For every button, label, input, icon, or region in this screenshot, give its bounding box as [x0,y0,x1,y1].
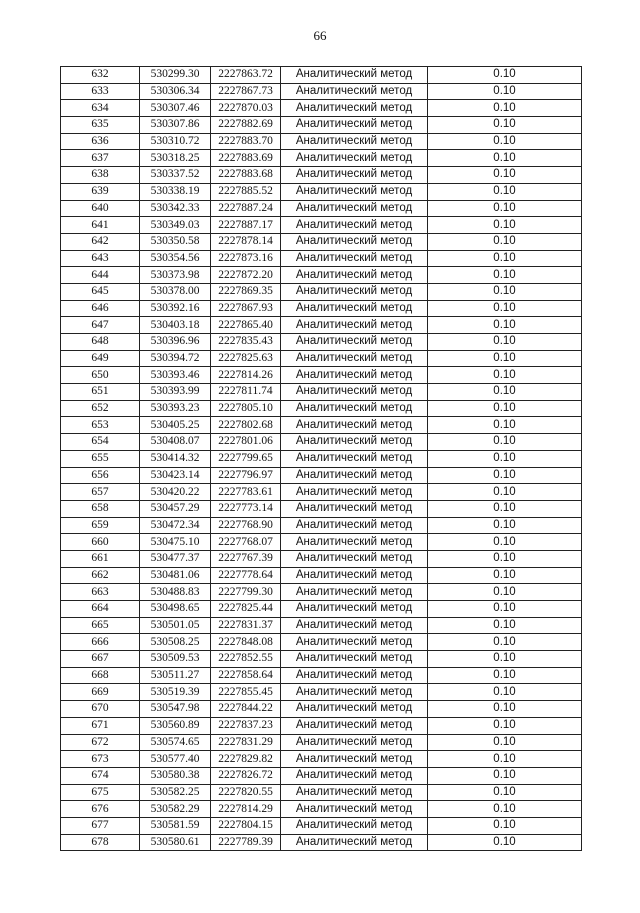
point-number-cell: 638 [61,167,140,184]
x-coordinate-cell: 530472.34 [140,517,211,534]
x-coordinate-cell: 530582.25 [140,784,211,801]
method-cell: Аналитический метод [281,367,428,384]
table-row [61,417,582,434]
y-coordinate-cell: 2227835.43 [211,334,281,351]
point-number-cell: 647 [61,317,140,334]
accuracy-cell: 0.10 [428,584,582,601]
y-coordinate-cell: 2227878.14 [211,233,281,250]
x-coordinate-cell: 530475.10 [140,534,211,551]
point-number-cell: 670 [61,701,140,718]
x-coordinate-cell: 530420.22 [140,484,211,501]
method-cell: Аналитический метод [281,300,428,317]
point-number-cell: 650 [61,367,140,384]
y-coordinate-cell: 2227773.14 [211,500,281,517]
point-number-cell: 671 [61,717,140,734]
x-coordinate-cell: 530318.25 [140,150,211,167]
method-cell: Аналитический метод [281,150,428,167]
y-coordinate-cell: 2227848.08 [211,634,281,651]
accuracy-cell: 0.10 [428,233,582,250]
x-coordinate-cell: 530338.19 [140,183,211,200]
point-number-cell: 664 [61,601,140,618]
y-coordinate-cell: 2227820.55 [211,784,281,801]
method-cell: Аналитический метод [281,601,428,618]
accuracy-cell: 0.10 [428,67,582,84]
y-coordinate-cell: 2227783.61 [211,484,281,501]
table-row [61,117,582,134]
y-coordinate-cell: 2227778.64 [211,567,281,584]
x-coordinate-cell: 530488.83 [140,584,211,601]
accuracy-cell: 0.10 [428,834,582,851]
method-cell: Аналитический метод [281,517,428,534]
x-coordinate-cell: 530392.16 [140,300,211,317]
method-cell: Аналитический метод [281,350,428,367]
table-row [61,233,582,250]
table-row [61,701,582,718]
method-cell: Аналитический метод [281,283,428,300]
x-coordinate-cell: 530394.72 [140,350,211,367]
point-number-cell: 676 [61,801,140,818]
table-row [61,684,582,701]
table-body [61,67,582,851]
method-cell: Аналитический метод [281,634,428,651]
y-coordinate-cell: 2227883.70 [211,133,281,150]
point-number-cell: 666 [61,634,140,651]
point-number-cell: 665 [61,617,140,634]
x-coordinate-cell: 530354.56 [140,250,211,267]
table-row [61,751,582,768]
point-number-cell: 645 [61,283,140,300]
table-row [61,183,582,200]
x-coordinate-cell: 530299.30 [140,67,211,84]
table-row [61,167,582,184]
table-row [61,100,582,117]
table-row [61,350,582,367]
accuracy-cell: 0.10 [428,117,582,134]
table-row [61,567,582,584]
table-row [61,83,582,100]
x-coordinate-cell: 530481.06 [140,567,211,584]
point-number-cell: 635 [61,117,140,134]
accuracy-cell: 0.10 [428,350,582,367]
point-number-cell: 662 [61,567,140,584]
accuracy-cell: 0.10 [428,217,582,234]
point-number-cell: 654 [61,434,140,451]
method-cell: Аналитический метод [281,83,428,100]
accuracy-cell: 0.10 [428,100,582,117]
point-number-cell: 667 [61,651,140,668]
point-number-cell: 675 [61,784,140,801]
table-row [61,283,582,300]
accuracy-cell: 0.10 [428,283,582,300]
table-row [61,467,582,484]
table-row [61,667,582,684]
point-number-cell: 633 [61,83,140,100]
point-number-cell: 661 [61,550,140,567]
accuracy-cell: 0.10 [428,601,582,618]
table-row [61,400,582,417]
point-number-cell: 656 [61,467,140,484]
y-coordinate-cell: 2227804.15 [211,817,281,834]
point-number-cell: 632 [61,67,140,84]
y-coordinate-cell: 2227837.23 [211,717,281,734]
accuracy-cell: 0.10 [428,567,582,584]
x-coordinate-cell: 530307.86 [140,117,211,134]
method-cell: Аналитический метод [281,233,428,250]
method-cell: Аналитический метод [281,334,428,351]
accuracy-cell: 0.10 [428,250,582,267]
table-row [61,734,582,751]
method-cell: Аналитический метод [281,133,428,150]
y-coordinate-cell: 2227789.39 [211,834,281,851]
x-coordinate-cell: 530508.25 [140,634,211,651]
method-cell: Аналитический метод [281,834,428,851]
point-number-cell: 672 [61,734,140,751]
y-coordinate-cell: 2227768.90 [211,517,281,534]
x-coordinate-cell: 530560.89 [140,717,211,734]
table-row [61,150,582,167]
accuracy-cell: 0.10 [428,801,582,818]
x-coordinate-cell: 530511.27 [140,667,211,684]
table-row [61,133,582,150]
point-number-cell: 658 [61,500,140,517]
y-coordinate-cell: 2227814.26 [211,367,281,384]
method-cell: Аналитический метод [281,167,428,184]
point-number-cell: 657 [61,484,140,501]
point-number-cell: 655 [61,450,140,467]
point-number-cell: 639 [61,183,140,200]
x-coordinate-cell: 530307.46 [140,100,211,117]
x-coordinate-cell: 530580.38 [140,767,211,784]
point-number-cell: 677 [61,817,140,834]
x-coordinate-cell: 530581.59 [140,817,211,834]
point-number-cell: 659 [61,517,140,534]
accuracy-cell: 0.10 [428,701,582,718]
point-number-cell: 643 [61,250,140,267]
accuracy-cell: 0.10 [428,133,582,150]
y-coordinate-cell: 2227801.06 [211,434,281,451]
accuracy-cell: 0.10 [428,517,582,534]
method-cell: Аналитический метод [281,267,428,284]
method-cell: Аналитический метод [281,117,428,134]
x-coordinate-cell: 530519.39 [140,684,211,701]
table-row [61,67,582,84]
accuracy-cell: 0.10 [428,717,582,734]
y-coordinate-cell: 2227826.72 [211,767,281,784]
accuracy-cell: 0.10 [428,484,582,501]
table-row [61,217,582,234]
table-row [61,200,582,217]
y-coordinate-cell: 2227831.29 [211,734,281,751]
point-number-cell: 649 [61,350,140,367]
point-number-cell: 640 [61,200,140,217]
point-number-cell: 644 [61,267,140,284]
x-coordinate-cell: 530393.23 [140,400,211,417]
accuracy-cell: 0.10 [428,651,582,668]
method-cell: Аналитический метод [281,200,428,217]
table-row [61,601,582,618]
accuracy-cell: 0.10 [428,267,582,284]
x-coordinate-cell: 530580.61 [140,834,211,851]
x-coordinate-cell: 530414.32 [140,450,211,467]
method-cell: Аналитический метод [281,817,428,834]
table-row [61,617,582,634]
method-cell: Аналитический метод [281,767,428,784]
accuracy-cell: 0.10 [428,767,582,784]
x-coordinate-cell: 530337.52 [140,167,211,184]
y-coordinate-cell: 2227811.74 [211,384,281,401]
x-coordinate-cell: 530349.03 [140,217,211,234]
method-cell: Аналитический метод [281,450,428,467]
method-cell: Аналитический метод [281,100,428,117]
x-coordinate-cell: 530477.37 [140,550,211,567]
y-coordinate-cell: 2227799.65 [211,450,281,467]
coordinates-table [60,66,582,851]
x-coordinate-cell: 530396.96 [140,334,211,351]
y-coordinate-cell: 2227767.39 [211,550,281,567]
method-cell: Аналитический метод [281,751,428,768]
table-row [61,517,582,534]
point-number-cell: 651 [61,384,140,401]
y-coordinate-cell: 2227855.45 [211,684,281,701]
point-number-cell: 678 [61,834,140,851]
y-coordinate-cell: 2227887.24 [211,200,281,217]
table-row [61,250,582,267]
table-row [61,634,582,651]
point-number-cell: 646 [61,300,140,317]
y-coordinate-cell: 2227870.03 [211,100,281,117]
point-number-cell: 641 [61,217,140,234]
x-coordinate-cell: 530405.25 [140,417,211,434]
table-row [61,317,582,334]
y-coordinate-cell: 2227863.72 [211,67,281,84]
x-coordinate-cell: 530577.40 [140,751,211,768]
table-row [61,300,582,317]
table-row [61,334,582,351]
method-cell: Аналитический метод [281,801,428,818]
point-number-cell: 669 [61,684,140,701]
y-coordinate-cell: 2227865.40 [211,317,281,334]
x-coordinate-cell: 530547.98 [140,701,211,718]
point-number-cell: 674 [61,767,140,784]
method-cell: Аналитический метод [281,400,428,417]
y-coordinate-cell: 2227829.82 [211,751,281,768]
table-row [61,550,582,567]
y-coordinate-cell: 2227825.63 [211,350,281,367]
method-cell: Аналитический метод [281,734,428,751]
method-cell: Аналитический метод [281,317,428,334]
method-cell: Аналитический метод [281,651,428,668]
method-cell: Аналитический метод [281,701,428,718]
method-cell: Аналитический метод [281,684,428,701]
x-coordinate-cell: 530306.34 [140,83,211,100]
point-number-cell: 648 [61,334,140,351]
method-cell: Аналитический метод [281,217,428,234]
point-number-cell: 673 [61,751,140,768]
y-coordinate-cell: 2227872.20 [211,267,281,284]
x-coordinate-cell: 530501.05 [140,617,211,634]
x-coordinate-cell: 530582.29 [140,801,211,818]
method-cell: Аналитический метод [281,467,428,484]
method-cell: Аналитический метод [281,667,428,684]
accuracy-cell: 0.10 [428,434,582,451]
table-row [61,584,582,601]
accuracy-cell: 0.10 [428,417,582,434]
x-coordinate-cell: 530574.65 [140,734,211,751]
accuracy-cell: 0.10 [428,317,582,334]
table-row [61,651,582,668]
accuracy-cell: 0.10 [428,667,582,684]
x-coordinate-cell: 530403.18 [140,317,211,334]
method-cell: Аналитический метод [281,484,428,501]
table-row [61,801,582,818]
point-number-cell: 660 [61,534,140,551]
y-coordinate-cell: 2227883.69 [211,150,281,167]
table-row [61,767,582,784]
x-coordinate-cell: 530393.46 [140,367,211,384]
y-coordinate-cell: 2227867.93 [211,300,281,317]
y-coordinate-cell: 2227844.22 [211,701,281,718]
accuracy-cell: 0.10 [428,617,582,634]
y-coordinate-cell: 2227869.35 [211,283,281,300]
accuracy-cell: 0.10 [428,183,582,200]
x-coordinate-cell: 530408.07 [140,434,211,451]
accuracy-cell: 0.10 [428,534,582,551]
point-number-cell: 642 [61,233,140,250]
table-row [61,784,582,801]
accuracy-cell: 0.10 [428,684,582,701]
method-cell: Аналитический метод [281,567,428,584]
table-row [61,450,582,467]
table-row [61,434,582,451]
method-cell: Аналитический метод [281,250,428,267]
y-coordinate-cell: 2227885.52 [211,183,281,200]
x-coordinate-cell: 530393.99 [140,384,211,401]
y-coordinate-cell: 2227805.10 [211,400,281,417]
accuracy-cell: 0.10 [428,83,582,100]
y-coordinate-cell: 2227825.44 [211,601,281,618]
y-coordinate-cell: 2227814.29 [211,801,281,818]
page-number: 66 [313,28,327,43]
y-coordinate-cell: 2227858.64 [211,667,281,684]
accuracy-cell: 0.10 [428,450,582,467]
method-cell: Аналитический метод [281,550,428,567]
accuracy-cell: 0.10 [428,384,582,401]
point-number-cell: 637 [61,150,140,167]
y-coordinate-cell: 2227887.17 [211,217,281,234]
accuracy-cell: 0.10 [428,367,582,384]
method-cell: Аналитический метод [281,434,428,451]
method-cell: Аналитический метод [281,784,428,801]
accuracy-cell: 0.10 [428,550,582,567]
point-number-cell: 652 [61,400,140,417]
method-cell: Аналитический метод [281,67,428,84]
table-row [61,500,582,517]
x-coordinate-cell: 530498.65 [140,601,211,618]
x-coordinate-cell: 530350.58 [140,233,211,250]
y-coordinate-cell: 2227882.69 [211,117,281,134]
accuracy-cell: 0.10 [428,784,582,801]
y-coordinate-cell: 2227799.30 [211,584,281,601]
accuracy-cell: 0.10 [428,150,582,167]
x-coordinate-cell: 530378.00 [140,283,211,300]
table-row [61,484,582,501]
y-coordinate-cell: 2227796.97 [211,467,281,484]
method-cell: Аналитический метод [281,717,428,734]
x-coordinate-cell: 530509.53 [140,651,211,668]
x-coordinate-cell: 530373.98 [140,267,211,284]
x-coordinate-cell: 530457.29 [140,500,211,517]
accuracy-cell: 0.10 [428,817,582,834]
x-coordinate-cell: 530310.72 [140,133,211,150]
accuracy-cell: 0.10 [428,500,582,517]
method-cell: Аналитический метод [281,183,428,200]
accuracy-cell: 0.10 [428,400,582,417]
y-coordinate-cell: 2227873.16 [211,250,281,267]
point-number-cell: 634 [61,100,140,117]
method-cell: Аналитический метод [281,617,428,634]
point-number-cell: 653 [61,417,140,434]
method-cell: Аналитический метод [281,584,428,601]
table-row [61,834,582,851]
table-row [61,534,582,551]
point-number-cell: 663 [61,584,140,601]
y-coordinate-cell: 2227831.37 [211,617,281,634]
accuracy-cell: 0.10 [428,634,582,651]
accuracy-cell: 0.10 [428,200,582,217]
accuracy-cell: 0.10 [428,751,582,768]
table-row [61,384,582,401]
point-number-cell: 636 [61,133,140,150]
y-coordinate-cell: 2227883.68 [211,167,281,184]
table-row [61,717,582,734]
table-row [61,817,582,834]
accuracy-cell: 0.10 [428,167,582,184]
accuracy-cell: 0.10 [428,734,582,751]
y-coordinate-cell: 2227802.68 [211,417,281,434]
accuracy-cell: 0.10 [428,300,582,317]
table-row [61,367,582,384]
method-cell: Аналитический метод [281,384,428,401]
accuracy-cell: 0.10 [428,334,582,351]
method-cell: Аналитический метод [281,534,428,551]
table-row [61,267,582,284]
point-number-cell: 668 [61,667,140,684]
method-cell: Аналитический метод [281,417,428,434]
accuracy-cell: 0.10 [428,467,582,484]
y-coordinate-cell: 2227768.07 [211,534,281,551]
y-coordinate-cell: 2227852.55 [211,651,281,668]
x-coordinate-cell: 530342.33 [140,200,211,217]
y-coordinate-cell: 2227867.73 [211,83,281,100]
method-cell: Аналитический метод [281,500,428,517]
x-coordinate-cell: 530423.14 [140,467,211,484]
